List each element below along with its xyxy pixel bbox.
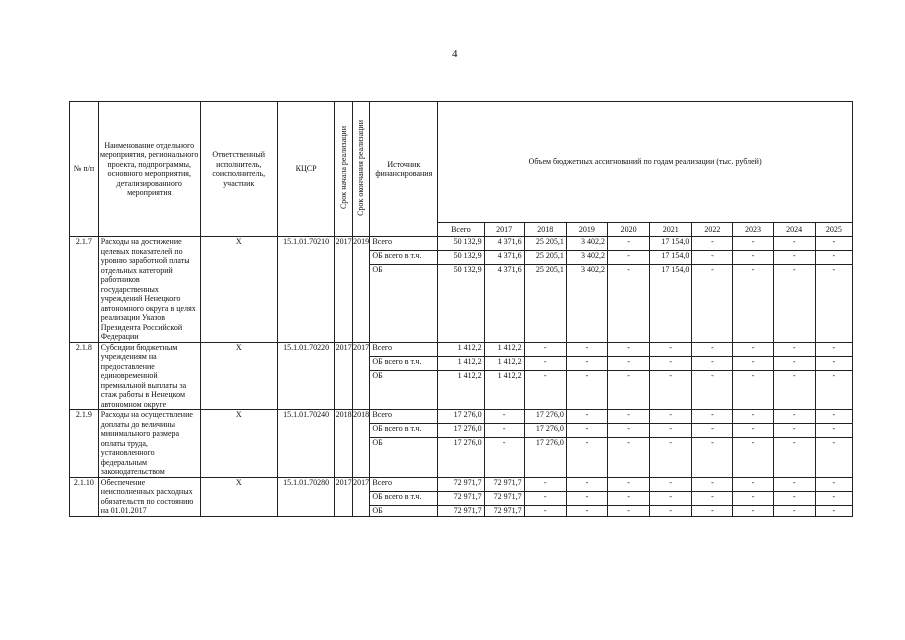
table-row: [70, 342, 853, 356]
row-value: -: [566, 491, 607, 505]
row-value: -: [815, 438, 852, 478]
row-value: -: [650, 356, 692, 370]
row-value: -: [524, 477, 566, 491]
row-value: -: [692, 237, 733, 251]
header-year: 2024: [773, 223, 815, 237]
row-value: 4 371,6: [484, 251, 524, 265]
row-value: -: [566, 370, 607, 410]
row-value: 4 371,6: [484, 265, 524, 343]
row-value: -: [815, 237, 852, 251]
header-volume: Объем бюджетных ассигнований по годам реализации (тыс. рублей): [438, 102, 853, 223]
header-year: 2017: [484, 223, 524, 237]
row-value: -: [524, 342, 566, 356]
row-value: -: [733, 438, 773, 478]
row-value: -: [607, 438, 649, 478]
row-name: Расходы на достижение целевых показателей по уровню заработной платы отдельных категорий работников государственных учреждений Ненецкого автономного округа в целях реализации Указов Президента Российской Федерации: [98, 237, 200, 343]
row-value: -: [607, 424, 649, 438]
row-value: -: [815, 410, 852, 424]
header-kcsr: КЦСР: [277, 102, 335, 237]
row-value: -: [607, 342, 649, 356]
row-value: 17 276,0: [524, 424, 566, 438]
row-value: -: [733, 491, 773, 505]
row-value: -: [484, 410, 524, 424]
row-value: 50 132,9: [438, 251, 484, 265]
row-value: -: [566, 438, 607, 478]
row-num: 2.1.9: [70, 410, 99, 478]
row-value: -: [773, 237, 815, 251]
row-value: -: [815, 505, 852, 516]
row-source: ОБ всего в т.ч.: [370, 424, 438, 438]
row-value: -: [733, 424, 773, 438]
row-value: -: [692, 370, 733, 410]
header-end: Срок окончания реализации: [356, 119, 366, 216]
header-year: 2022: [692, 223, 733, 237]
row-source: Всего: [370, 342, 438, 356]
row-value: 72 971,7: [484, 491, 524, 505]
row-executor: X: [200, 342, 277, 410]
row-value: -: [773, 370, 815, 410]
row-value: -: [773, 356, 815, 370]
row-value: -: [815, 342, 852, 356]
row-value: -: [815, 251, 852, 265]
row-source: Всего: [370, 477, 438, 491]
row-value: 1 412,2: [438, 342, 484, 356]
row-value: 72 971,7: [438, 491, 484, 505]
row-value: -: [607, 505, 649, 516]
row-value: -: [650, 438, 692, 478]
row-value: -: [773, 438, 815, 478]
table-row: [70, 477, 853, 491]
row-source: ОБ: [370, 370, 438, 410]
row-value: 25 205,1: [524, 237, 566, 251]
row-value: 1 412,2: [484, 356, 524, 370]
row-value: -: [815, 424, 852, 438]
row-value: -: [692, 491, 733, 505]
row-value: -: [607, 370, 649, 410]
row-value: -: [650, 477, 692, 491]
row-value: 3 402,2: [566, 237, 607, 251]
row-value: -: [692, 356, 733, 370]
row-kcsr: 15.1.01.70240: [277, 410, 335, 478]
row-value: -: [566, 477, 607, 491]
header-start: Срок начала реализации: [338, 126, 348, 210]
row-source: ОБ: [370, 438, 438, 478]
row-value: 17 276,0: [438, 438, 484, 478]
row-value: 72 971,7: [484, 505, 524, 516]
row-value: 17 276,0: [524, 410, 566, 424]
header-year: Всего: [438, 223, 484, 237]
row-value: -: [524, 370, 566, 410]
row-source: ОБ всего в т.ч.: [370, 251, 438, 265]
row-value: 1 412,2: [484, 370, 524, 410]
row-source: ОБ: [370, 265, 438, 343]
row-value: -: [773, 505, 815, 516]
row-value: -: [484, 438, 524, 478]
row-start: 2018: [335, 410, 352, 478]
row-value: 25 205,1: [524, 265, 566, 343]
header-num: № п/п: [70, 102, 99, 237]
row-value: -: [607, 477, 649, 491]
row-value: 1 412,2: [484, 342, 524, 356]
row-value: 72 971,7: [438, 477, 484, 491]
row-value: -: [650, 410, 692, 424]
row-value: -: [607, 491, 649, 505]
row-value: -: [650, 424, 692, 438]
row-value: 1 412,2: [438, 356, 484, 370]
row-value: -: [650, 491, 692, 505]
row-executor: X: [200, 410, 277, 478]
row-value: -: [733, 342, 773, 356]
row-end: 2019: [352, 237, 369, 343]
header-source: Источник финансирования: [370, 102, 438, 237]
row-value: 17 276,0: [438, 410, 484, 424]
row-value: -: [815, 356, 852, 370]
row-kcsr: 15.1.01.70220: [277, 342, 335, 410]
row-value: 72 971,7: [484, 477, 524, 491]
row-value: -: [692, 265, 733, 343]
row-source: Всего: [370, 410, 438, 424]
row-kcsr: 15.1.01.70210: [277, 237, 335, 343]
row-kcsr: 15.1.01.70280: [277, 477, 335, 516]
row-name: Расходы на осуществление доплаты до величины минимального размера оплаты труда, установленного федеральным законодательством: [98, 410, 200, 478]
row-value: -: [773, 424, 815, 438]
row-value: -: [733, 505, 773, 516]
row-value: -: [773, 491, 815, 505]
row-value: 3 402,2: [566, 251, 607, 265]
row-executor: X: [200, 237, 277, 343]
row-value: -: [773, 251, 815, 265]
row-value: 25 205,1: [524, 251, 566, 265]
row-value: -: [566, 410, 607, 424]
row-source: ОБ: [370, 505, 438, 516]
row-value: -: [692, 251, 733, 265]
row-value: -: [524, 356, 566, 370]
row-value: -: [692, 438, 733, 478]
row-num: 2.1.10: [70, 477, 99, 516]
row-end: 2017: [352, 477, 369, 516]
page-number: 4: [452, 48, 458, 60]
row-value: -: [733, 410, 773, 424]
row-value: -: [733, 356, 773, 370]
header-executor: Ответственный исполнитель, соисполнитель, участник: [200, 102, 277, 237]
row-source: ОБ всего в т.ч.: [370, 491, 438, 505]
row-value: -: [566, 342, 607, 356]
row-value: -: [733, 477, 773, 491]
row-value: -: [815, 491, 852, 505]
row-value: -: [607, 356, 649, 370]
row-value: -: [692, 424, 733, 438]
row-value: -: [566, 505, 607, 516]
header-name: Наименование отдельного мероприятия, регионального проекта, подпрограммы, основного мероприятия, детализированного мероприятия: [98, 102, 200, 237]
row-value: -: [733, 370, 773, 410]
row-start: 2017: [335, 237, 352, 343]
row-value: -: [733, 251, 773, 265]
row-value: -: [607, 410, 649, 424]
row-value: 17 276,0: [438, 424, 484, 438]
row-value: -: [692, 342, 733, 356]
row-value: -: [692, 410, 733, 424]
row-value: -: [773, 410, 815, 424]
row-value: -: [607, 265, 649, 343]
row-value: -: [650, 370, 692, 410]
row-start: 2017: [335, 477, 352, 516]
row-value: 50 132,9: [438, 265, 484, 343]
row-value: -: [524, 505, 566, 516]
row-value: 1 412,2: [438, 370, 484, 410]
row-name: Субсидии бюджетным учреждениям на предоставление единовременной премиальной выплаты за стаж работы в Ненецком автономном округе: [98, 342, 200, 410]
row-source: Всего: [370, 237, 438, 251]
header-year: 2019: [566, 223, 607, 237]
row-value: -: [733, 237, 773, 251]
header-year: 2023: [733, 223, 773, 237]
header-year: 2021: [650, 223, 692, 237]
header-year: 2018: [524, 223, 566, 237]
row-value: -: [815, 265, 852, 343]
row-start: 2017: [335, 342, 352, 410]
header-year: 2025: [815, 223, 852, 237]
financing-table: [69, 101, 853, 517]
row-value: -: [773, 477, 815, 491]
table-row: [70, 237, 853, 251]
row-value: -: [650, 342, 692, 356]
row-value: 72 971,7: [438, 505, 484, 516]
row-value: 3 402,2: [566, 265, 607, 343]
row-value: 17 276,0: [524, 438, 566, 478]
row-value: 17 154,0: [650, 265, 692, 343]
row-value: -: [650, 505, 692, 516]
row-value: -: [692, 477, 733, 491]
row-value: -: [773, 342, 815, 356]
row-value: -: [773, 265, 815, 343]
row-value: 17 154,0: [650, 237, 692, 251]
row-value: -: [692, 505, 733, 516]
row-value: -: [815, 477, 852, 491]
row-end: 2018: [352, 410, 369, 478]
row-num: 2.1.8: [70, 342, 99, 410]
row-value: -: [484, 424, 524, 438]
row-name: Обеспечение неисполненных расходных обязательств по состоянию на 01.01.2017: [98, 477, 200, 516]
row-value: -: [566, 424, 607, 438]
row-value: -: [566, 356, 607, 370]
row-value: -: [607, 251, 649, 265]
row-value: -: [607, 237, 649, 251]
row-value: -: [524, 491, 566, 505]
row-value: -: [733, 265, 773, 343]
header-year: 2020: [607, 223, 649, 237]
table-row: [70, 410, 853, 424]
row-value: 50 132,9: [438, 237, 484, 251]
row-num: 2.1.7: [70, 237, 99, 343]
row-end: 2017: [352, 342, 369, 410]
row-value: -: [815, 370, 852, 410]
row-value: 17 154,0: [650, 251, 692, 265]
row-executor: X: [200, 477, 277, 516]
row-value: 4 371,6: [484, 237, 524, 251]
row-source: ОБ всего в т.ч.: [370, 356, 438, 370]
